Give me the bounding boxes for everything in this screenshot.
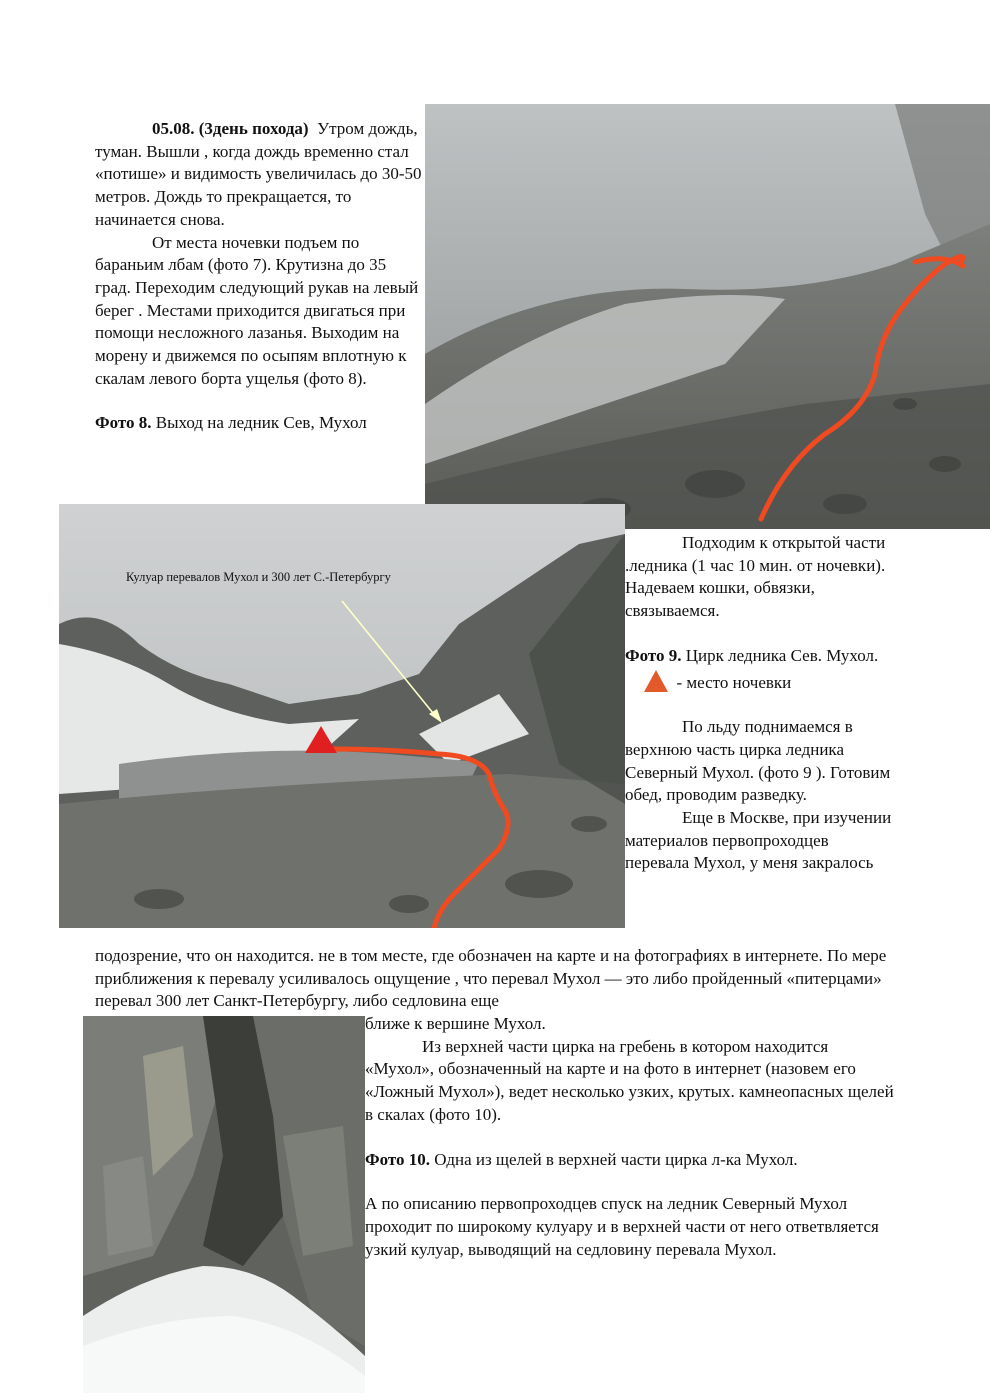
paragraph-moscow-start: Еще в Москве, при изучении материалов первопроходцев перевала Мухол, у меня закралось: [625, 808, 892, 873]
text-block-couloir: [365, 1013, 895, 1261]
paragraph-crampons: Подходим к открытой части .ледника (1 час 10 мин. от ночевки). Надеваем кошки, обвязки, связываемся.: [625, 533, 886, 621]
photo-10: [83, 1016, 365, 1393]
paragraph-weather: Утром дождь, туман. Вышли , когда дождь временно стал «потише» и видимость увеличилась до 30-50 метров. Дождь то прекращается, то начинается снова.: [95, 119, 422, 229]
text-block-suspicion: [95, 945, 895, 1013]
caption-photo10: Фото 10. Одна из щелей в верхней части цирка л-ка Мухол.: [365, 1149, 798, 1169]
paragraph-crest: Из верхней части цирка на гребень в котором находится «Мухол», обозначенный на карте и на фото в интернет (назовем его «Ложный Мухол»), ведет несколько узких, крутых. камнеопасных щелей в скалах (фото 10).: [365, 1036, 894, 1124]
legend-camp: - место ночевки: [625, 670, 895, 695]
paragraph-moscow-cont: подозрение, что он находится. не в том месте, где обозначен на карте и на фотографиях в интернете. По мере приближения к перевалу усиливалось ощущение , что перевал Мухол — это либо пройденный «питерцами» перевал 300 лет Санкт-Петербургу, либо седловина еще: [95, 946, 887, 1011]
text-block-day: [95, 118, 425, 435]
text-block-glacier: [625, 532, 895, 875]
paragraph-first-ascent: А по описанию первопроходцев спуск на ледник Северный Мухол проходит по широкому кулуару и в верхней части от него ответвляется узкий кулуар, выводящий на седловину перевала Мухол.: [365, 1194, 879, 1259]
caption-photo9: Фото 9. Цирк ледника Сев. Мухол.: [625, 645, 879, 665]
photo-8: [425, 104, 990, 529]
paragraph-ascent: От места ночевки подъем по бараньим лбам (фото 7). Крутизна до 35 град. Переходим следующий рукав на левый берег . Местами приходится двигаться при помощи несложного лазанья. Выходим на морену и движемся по осыпям вплотную к скалам левого борта ущелья (фото 8).: [95, 232, 419, 388]
camp-legend-icon: [644, 670, 668, 692]
photo-9: [59, 504, 625, 928]
date-heading: 05.08. (3день похода): [152, 119, 309, 138]
photo9-annotation: Кулуар перевалов Мухол и 300 лет С.-Петербургу: [126, 570, 391, 584]
paragraph-moscow-end: ближе к вершине Мухол.: [365, 1014, 546, 1033]
caption-photo8: Фото 8. Выход на ледник Сев, Мухол: [95, 413, 367, 433]
paragraph-ice: По льду поднимаемся в верхнюю часть цирка ледника Северный Мухол. (фото 9 ). Готовим обед, проводим разведку.: [625, 717, 891, 805]
